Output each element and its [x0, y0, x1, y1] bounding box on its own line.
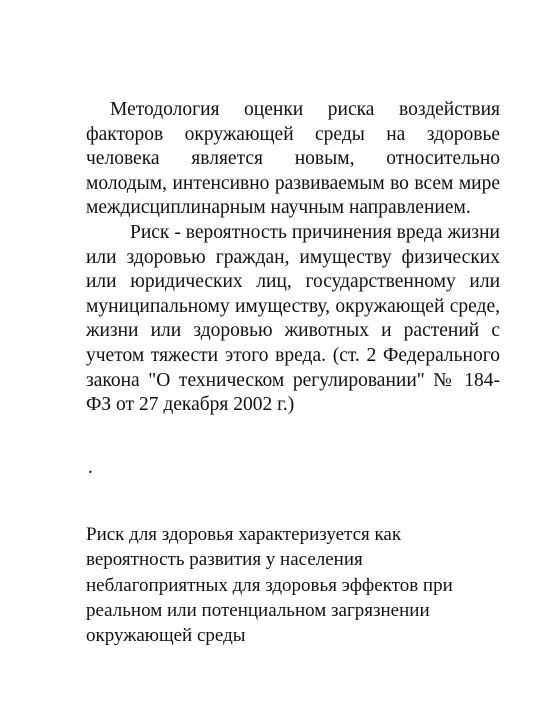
separator-dot: . [88, 457, 93, 478]
paragraph-health-risk: Риск для здоровья характеризуется как вероятность развития у населения неблагоприятных для здоровья эффектов при реальном или потенциальном загрязнении окружающей среды [86, 524, 453, 647]
paragraph-methodology: Методология оценки риска воздействия факторов окружающей среды на здоровье человека является новым, относительно молодым, интенсивно развиваемым во всем мире междисциплинарным научным направлением. [86, 99, 500, 219]
health-risk-text-block [86, 522, 486, 648]
main-text-block [86, 98, 500, 418]
paragraph-risk-definition: Риск - вероятность причинения вреда жизни или здоровью граждан, имуществу физических или юридических лиц, государственному или муниципальному имуществу, окружающей среде, жизни или здоровью животных и растений с учетом тяжести этого вреда. (ст. 2 Федерального закона "О техническом регулировании" № 184-ФЗ от 27 декабря 2002 г.) [86, 221, 500, 416]
